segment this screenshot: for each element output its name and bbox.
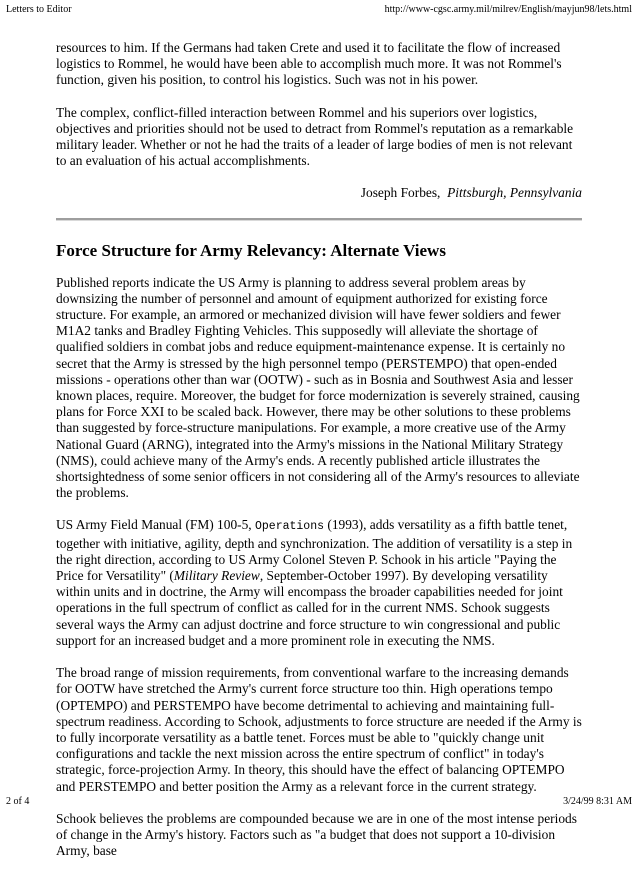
letter-paragraph: resources to him. If the Germans had taken Crete and used it to facilitate the flow of increased logistics to Rommel, he would have been able to accomplish much more. It was not Rommel's function, given his position, to control his logistics. Such was not in his power. <box>56 40 562 88</box>
journal-title: Military Review <box>173 568 260 584</box>
article-text: (1993), adds versatility as a fifth battle tenet, together with initiative, agility, depth and synchronization. The addition of versatility is a step in the right direction, according to US Army Colonel Steven P. Schook in his article "Paying the Price for Versatility" ( <box>56 517 573 584</box>
print-header <box>0 4 638 18</box>
signature-place: Pittsburgh, Pennsylvania <box>447 185 582 201</box>
publication-title: Operations <box>255 520 325 534</box>
letter-signature <box>56 185 582 201</box>
page-number: 2 of 4 <box>6 796 30 807</box>
article-paragraph: Schook believes the problems are compounded because we are in one of the most intense periods of change in the Army's history. Factors such as "a budget that does not support a 10-division Army, base <box>56 810 577 859</box>
page-url: http://www-cgsc.army.mil/milrev/English/mayjun98/lets.html <box>384 4 632 15</box>
article-title: Force Structure for Army Relevancy: Alternate Views <box>56 240 446 260</box>
letter-paragraph: The complex, conflict-filled interaction between Rommel and his superiors over logistics, objectives and priorities should not be used to detract from Rommel's reputation as a remarkable military leader. Whether or not he had the traits of a leader of large bodies of men is not relevant to an evaluation of his actual accomplishments. <box>56 104 574 169</box>
horizontal-rule <box>56 218 582 221</box>
document-body <box>56 40 582 875</box>
print-footer <box>0 796 638 810</box>
article-paragraph: The broad range of mission requirements, from conventional warfare to the increasing demands for OOTW have stretched the Army's current force structure too thin. High operations tempo (OPTEMPO) and PERSTEMPO have become detrimental to achieving and maintaining full-spectrum readiness. According to Schook, adjustments to force structure are needed if the Army is to fully incorporate versatility as a battle tenet. Forces must be able to "quickly change unit configurations and tackle the next mission across the entire spectrum of conflict" in today's strategic, force-projection Army. In theory, this should have the effect of balancing OPTEMPO and PERSTEMPO and better position the Army as a relevant force in the current strategy. <box>56 665 582 794</box>
article-paragraph <box>56 517 582 649</box>
article-paragraph: Published reports indicate the US Army is planning to address several problem areas by downsizing the number of personnel and amount of equipment authorized for existing force structure. For example, an armored or mechanized division will have fewer soldiers and fewer M1A2 tanks and Bradley Fighting Vehicles. This supposedly will alleviate the shortage of qualified soldiers in combat jobs and reduce equipment-maintenance expense. It is certainly no secret that the Army is stressed by the high personnel tempo (PERSTEMPO) that open-ended missions - operations other than war (OOTW) - such as in Bosnia and Southwest Asia and lesser known places, require. Moreover, the budget for force modernization is severely strained, causing plans for Force XXI to be scaled back. However, there may be other solutions to these problems than suggested by force-structure manipulations. For example, a more creative use of the Army National Guard (ARNG), integrated into the Army's missions in the National Military Strategy (NMS), could achieve many of the Army's ends. A recently published article illustrates the shortsightedness of some senior officers in not considering all of the Army's resources to alleviate the problems. <box>56 274 580 501</box>
article-text: US Army Field Manual (FM) 100-5, <box>56 517 255 533</box>
print-timestamp: 3/24/99 8:31 AM <box>563 796 632 807</box>
page-title: Letters to Editor <box>6 4 72 15</box>
signature-author: Joseph Forbes, <box>360 185 441 201</box>
article-text: , September-October 1997). By developing versatility within units and in doctrine, the Army will encompass the broader capabilities needed for joint operations in the full spectrum of conflict as called for in the current NMS. Schook suggests several ways the Army can adjust doctrine and force structure to win congressional and public support for an increased budget and a more prominent role in executing the NMS. <box>56 568 563 648</box>
